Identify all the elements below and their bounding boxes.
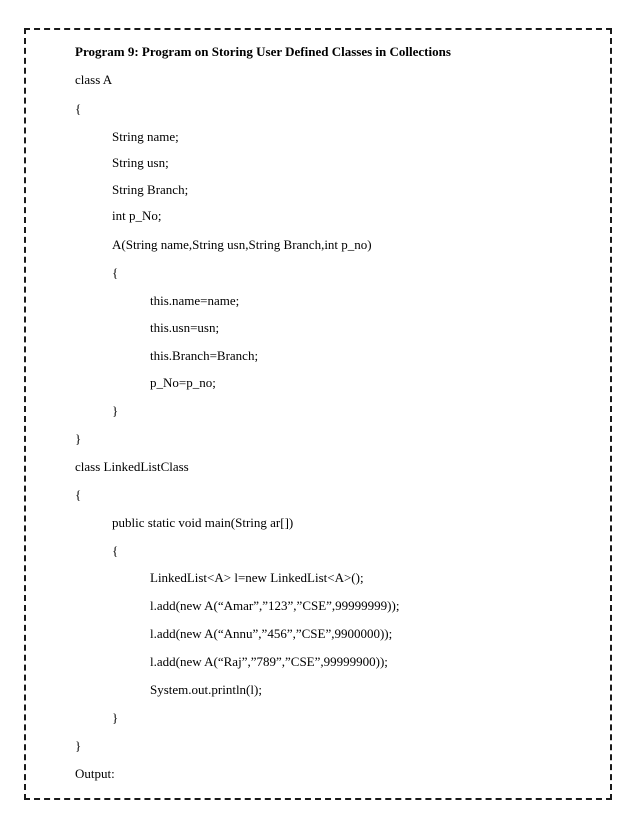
code-line: {	[75, 101, 82, 116]
code-line: }	[112, 403, 119, 418]
code-line: l.add(new A(“Raj”,”789”,”CSE”,99999900));	[150, 654, 388, 669]
output-label: Output:	[75, 766, 115, 781]
code-line: this.usn=usn;	[150, 320, 220, 335]
code-line: {	[112, 265, 119, 280]
code-line: LinkedList<A> l=new LinkedList<A>();	[150, 570, 364, 585]
page-title: Program 9: Program on Storing User Defined Classes in Collections	[75, 44, 451, 59]
code-line: class LinkedListClass	[75, 459, 189, 474]
code-line: l.add(new A(“Annu”,”456”,”CSE”,9900000));	[150, 626, 393, 641]
code-line: }	[75, 738, 82, 753]
code-line: {	[112, 543, 119, 558]
code-line: l.add(new A(“Amar”,”123”,”CSE”,99999999));	[150, 598, 400, 613]
code-line: String name;	[112, 129, 179, 144]
code-line: String Branch;	[112, 182, 189, 197]
code-line: class A	[75, 72, 113, 87]
code-line: }	[112, 710, 119, 725]
code-line: p_No=p_no;	[150, 375, 216, 390]
code-line: A(String name,String usn,String Branch,int p_no)	[112, 237, 372, 252]
code-line: {	[75, 487, 82, 502]
code-line: this.Branch=Branch;	[150, 348, 259, 363]
code-line: int p_No;	[112, 208, 162, 223]
code-line: String usn;	[112, 155, 169, 170]
code-line: }	[75, 431, 82, 446]
code-line: System.out.println(l);	[150, 682, 262, 697]
code-line: this.name=name;	[150, 293, 240, 308]
code-line: public static void main(String ar[])	[112, 515, 294, 530]
